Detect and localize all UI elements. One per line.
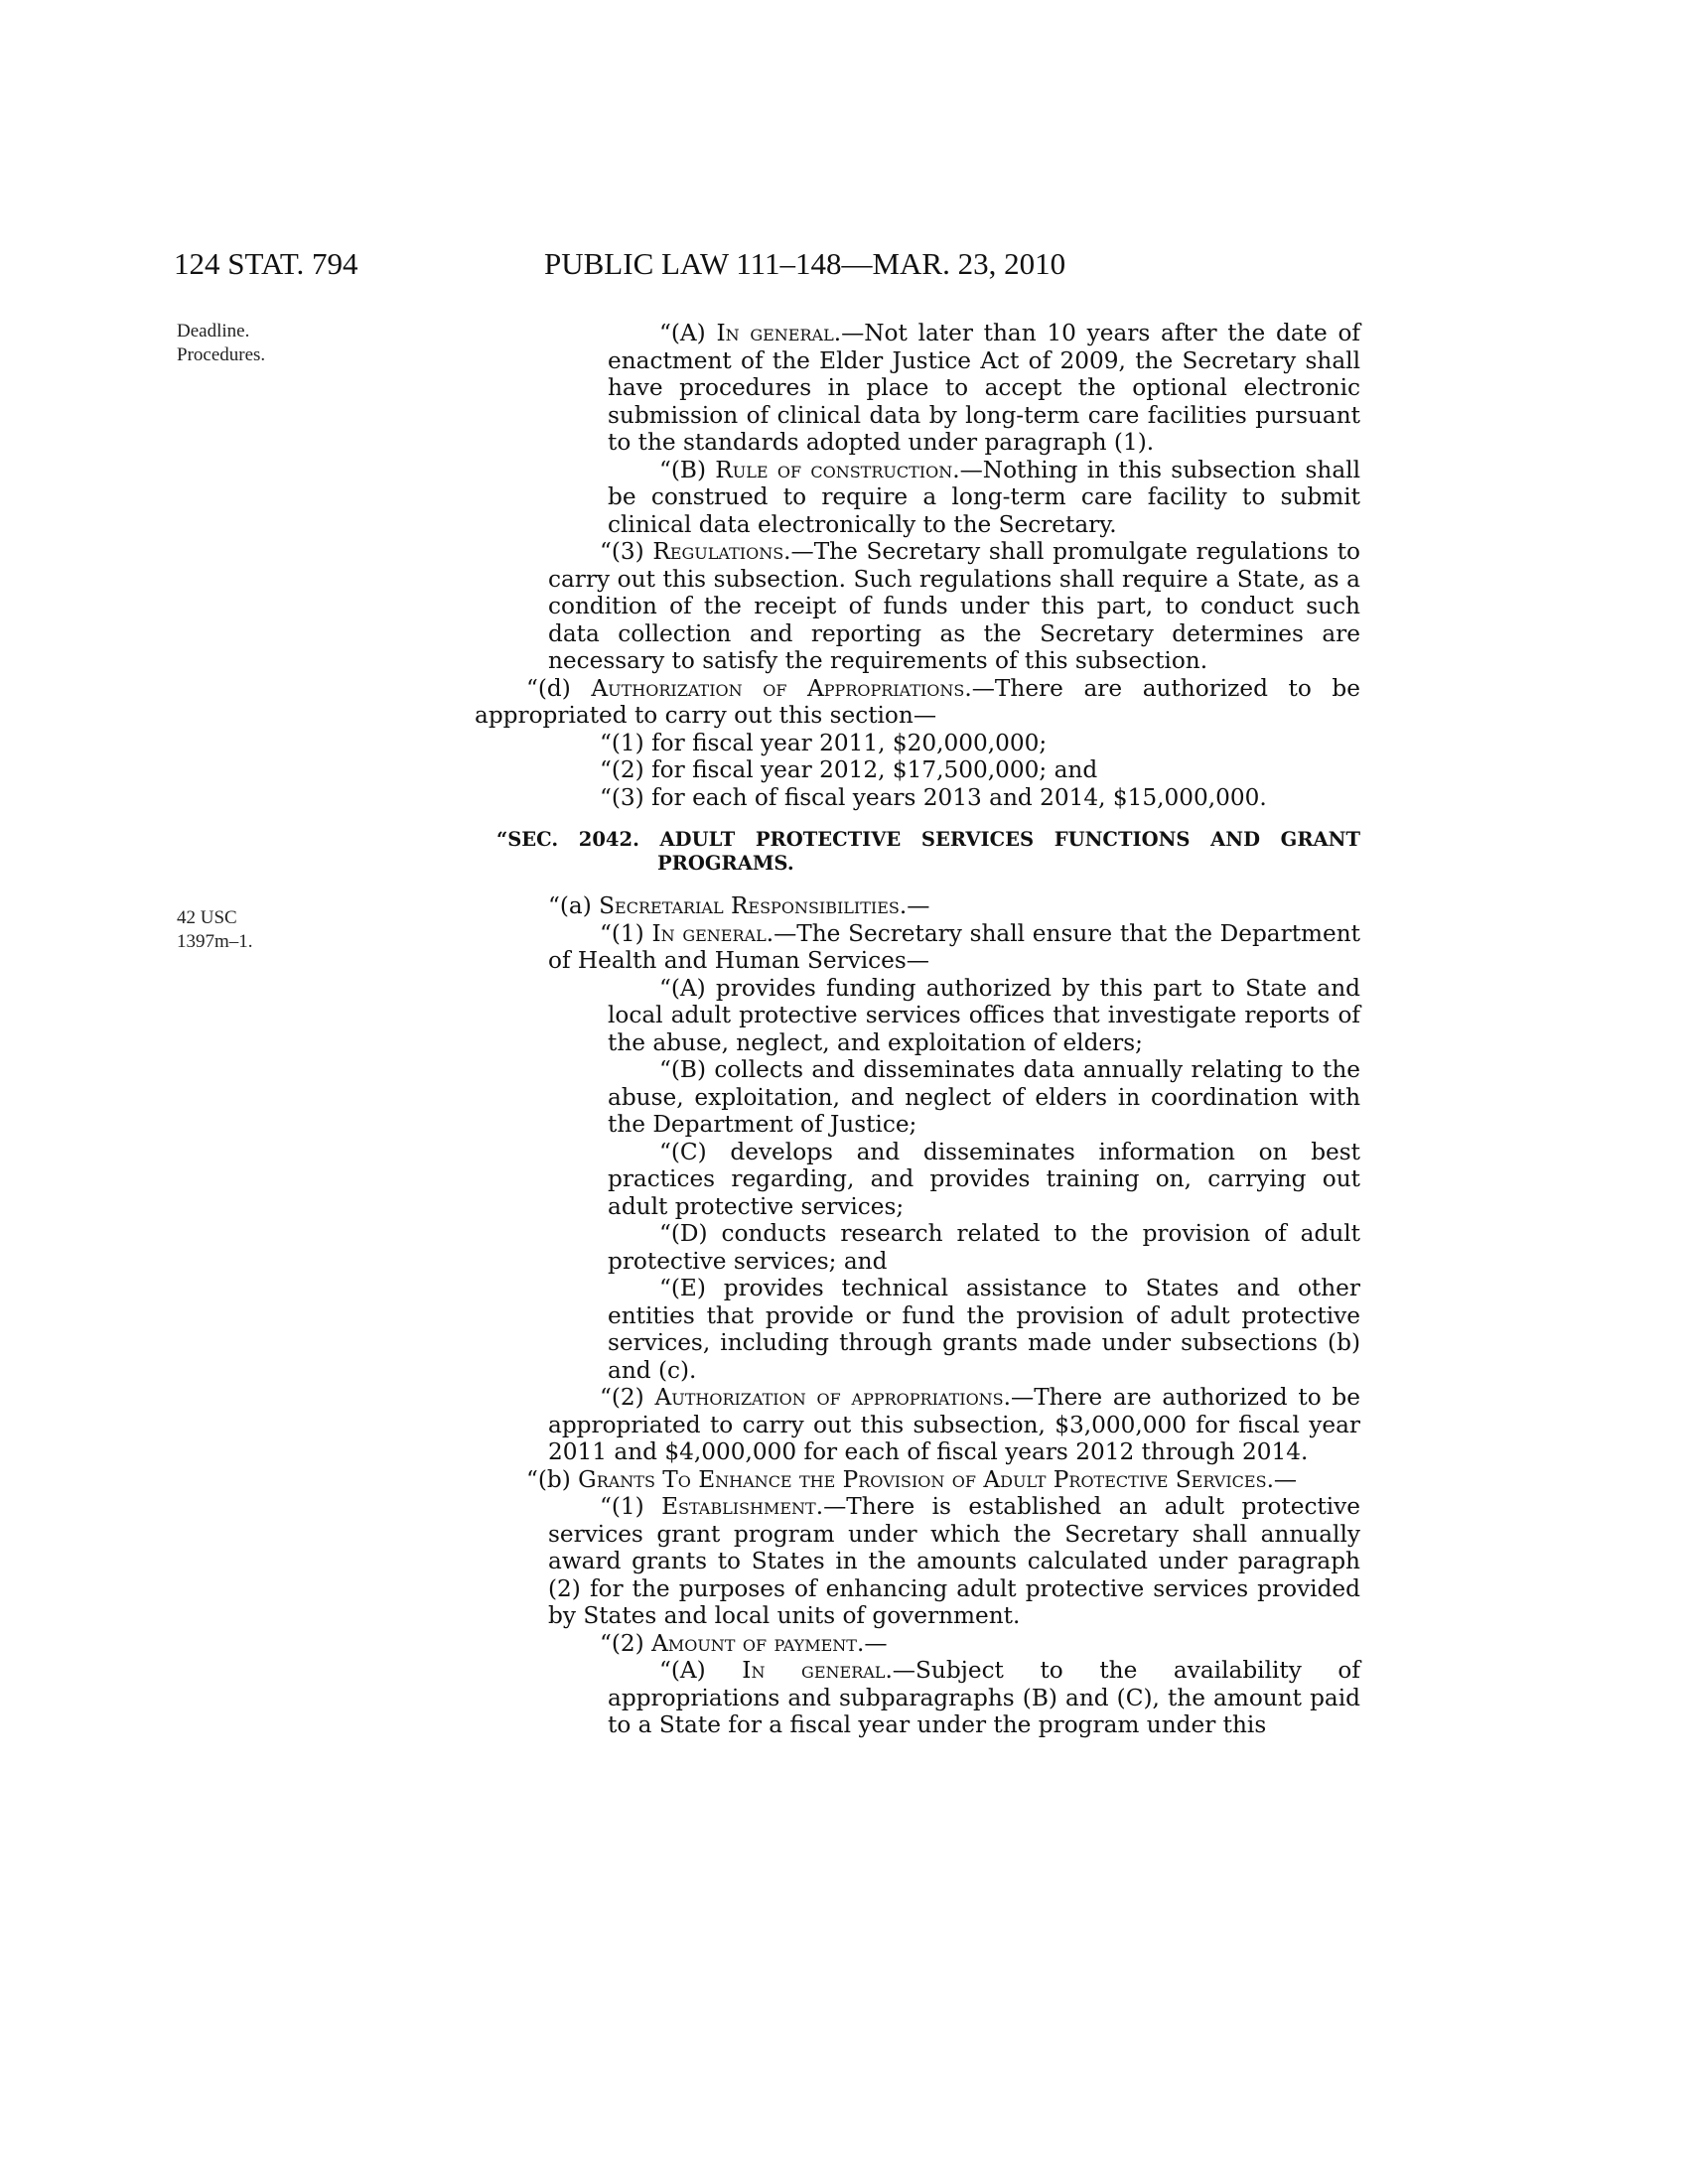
paragraph-heading: Secretarial Responsibilities bbox=[599, 892, 900, 919]
paragraph-c2-A bbox=[496, 320, 1360, 457]
margin-note-usc-citation bbox=[177, 906, 253, 954]
paragraph-b1 bbox=[496, 1493, 1360, 1630]
paragraph-b2-A bbox=[496, 1657, 1360, 1739]
paragraph-a1-D: “(D) conducts research related to the provision of adult protective services; and bbox=[608, 1220, 1360, 1275]
paragraph-a1-E: “(E) provides technical assistance to States and other entities that provide or fund the provision of adult protective services, including through grants made under subsections (b) and (c). bbox=[608, 1275, 1360, 1384]
paragraph-text: .—The Secretary shall promulgate regulations to carry out this subsection. Such regulations shall require a State, as a condition of the receipt of funds under this part, to conduct such data collection and reporting as the Secretary determines are necessary to satisfy the requirements of this subsection. bbox=[548, 538, 1360, 674]
paragraph-c2-B bbox=[496, 457, 1360, 539]
paragraph-text: .—Not later than 10 years after the date of enactment of the Elder Justice Act of 2009, the Secretary shall have procedures in place to accept the optional electronic submission of clinical data by long-term care facilities pursuant to the standards adopted under paragraph (1). bbox=[608, 320, 1360, 456]
paragraph-heading: Authorization of appropriations bbox=[654, 1384, 1004, 1411]
paragraph-d-authorization bbox=[475, 675, 1360, 730]
margin-note-line: 1397m–1. bbox=[177, 931, 253, 952]
paragraph-lead: “(d) bbox=[526, 674, 592, 702]
paragraph-lead: “(A) bbox=[659, 1657, 743, 1684]
paragraph-text: .—The Secretary shall ensure that the Department of Health and Human Services— bbox=[548, 919, 1360, 974]
paragraph-lead: “(b) bbox=[526, 1465, 579, 1493]
paragraph-heading: Amount of payment bbox=[651, 1629, 857, 1657]
paragraph-lead: “(1) bbox=[600, 1493, 662, 1520]
paragraph-text: .—There are authorized to be appropriated to carry out this section— bbox=[475, 674, 1360, 729]
list-item: “(3) for each of fiscal years 2013 and 2014, $15,000,000. bbox=[600, 783, 1267, 811]
margin-note-deadline bbox=[177, 320, 265, 367]
paragraph-a1 bbox=[496, 920, 1360, 975]
paragraph-lead: “(B) bbox=[659, 456, 716, 483]
paragraph-lead: “(1) bbox=[600, 919, 652, 947]
paragraph-b-heading bbox=[475, 1466, 1360, 1494]
paragraph-a1-C: “(C) develops and disseminates information on best practices regarding, and provides training on, carrying out adult protective services; bbox=[608, 1138, 1360, 1220]
paragraph-text: .— bbox=[1266, 1465, 1298, 1493]
paragraph-text: .— bbox=[899, 892, 930, 919]
paragraph-heading: In general bbox=[651, 919, 767, 947]
margin-note-line: Procedures. bbox=[177, 344, 266, 365]
margin-note-line: 42 USC bbox=[177, 907, 237, 928]
paragraph-a-heading bbox=[496, 892, 1360, 920]
paragraph-lead: “(a) bbox=[548, 892, 600, 919]
paragraph-heading: Establishment bbox=[661, 1493, 816, 1520]
paragraph-text: .—There are authorized to be appropriated to carry out this subsection, $3,000,000 for fiscal year 2011 and $4,000,000 for each of fiscal years 2012 through 2014. bbox=[548, 1384, 1360, 1465]
paragraph-lead: “(3) bbox=[600, 538, 653, 565]
paragraph-lead: “(2) bbox=[600, 1384, 655, 1411]
paragraph-heading: Rule of construction bbox=[715, 456, 953, 483]
running-header-title: PUBLIC LAW 111–148—MAR. 23, 2010 bbox=[544, 246, 1066, 281]
paragraph-heading: In general bbox=[742, 1657, 886, 1684]
paragraph-a1-A: “(A) provides funding authorized by this part to State and local adult protective services offices that investigate reports of the abuse, neglect, and exploitation of elders; bbox=[608, 974, 1360, 1056]
paragraph-a2 bbox=[496, 1384, 1360, 1466]
paragraph-text: .—Nothing in this subsection shall be construed to require a long-term care facility to submit clinical data electronically to the Secretary. bbox=[608, 456, 1360, 538]
list-item: “(1) for fiscal year 2011, $20,000,000; bbox=[600, 729, 1048, 756]
paragraph-heading: Regulations bbox=[652, 538, 784, 565]
paragraph-text: .— bbox=[856, 1629, 888, 1657]
paragraph-lead: “(A) bbox=[659, 320, 717, 346]
paragraph-heading: Grants To Enhance the Provision of Adult Protective Services bbox=[578, 1465, 1267, 1493]
paragraph-a1-B: “(B) collects and disseminates data annually relating to the abuse, exploitation, and neglect of elders in coordination with the Department of Justice; bbox=[608, 1056, 1360, 1138]
paragraph-heading: Authorization of Appropriations bbox=[591, 674, 965, 702]
list-item: “(2) for fiscal year 2012, $17,500,000; and bbox=[600, 756, 1098, 783]
body-text bbox=[475, 320, 1360, 1739]
paragraph-c3-regulations bbox=[496, 538, 1360, 675]
paragraph-lead: “(2) bbox=[600, 1629, 652, 1657]
stat-page-number: 124 STAT. 794 bbox=[174, 246, 358, 281]
paragraph-heading: In general bbox=[716, 320, 834, 346]
margin-note-line: Deadline. bbox=[177, 321, 250, 341]
paragraph-text: .—Subject to the availability of appropriations and subparagraphs (B) and (C), the amount paid to a State for a fiscal year under the program under this bbox=[608, 1657, 1360, 1738]
section-heading: “SEC. 2042. ADULT PROTECTIVE SERVICES FUNCTIONS AND GRANT PROGRAMS. bbox=[496, 828, 1360, 875]
paragraph-text: .—There is established an adult protective services grant program under which the Secretary shall annually award grants to States in the amounts calculated under paragraph (2) for the purposes of enhancing adult protective services provided by States and local units of government. bbox=[548, 1493, 1360, 1629]
paragraph-b2 bbox=[496, 1630, 1360, 1658]
